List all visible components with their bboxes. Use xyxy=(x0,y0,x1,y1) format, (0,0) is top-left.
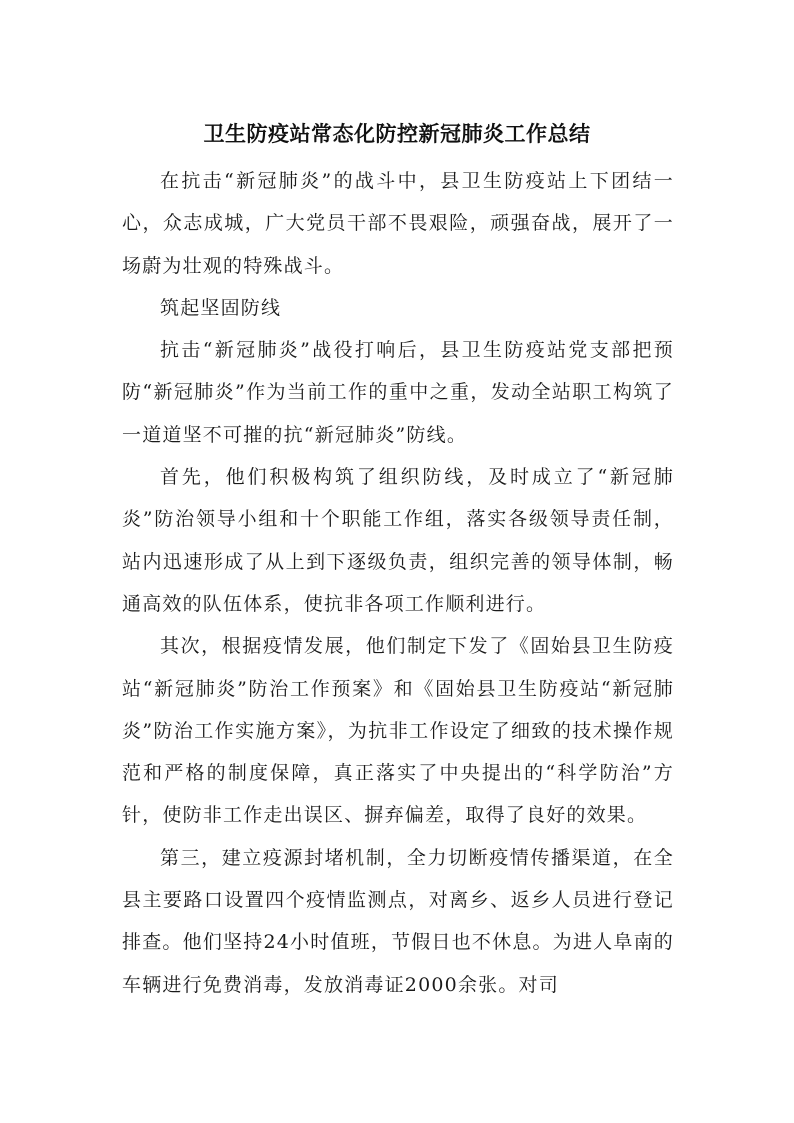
paragraph-first: 首先，他们积极构筑了组织防线，及时成立了“新冠肺炎”防治领导小组和十个职能工作组，落实各级领导责任制，站内迅速形成了从上到下逐级负责，组织完善的领导体制，畅通高效的队伍体系，使抗非各项工作顺利进行。 xyxy=(122,466,674,615)
paragraph-intro: 在抗击“新冠肺炎”的战斗中，县卫生防疫站上下团结一心，众志成城，广大党员干部不畏艰险，顽强奋战，展开了一场蔚为壮观的特殊战斗。 xyxy=(122,170,674,277)
paragraph-third: 第三，建立疫源封堵机制，全力切断疫情传播渠道，在全县主要路口设置四个疫情监测点，对离乡、返乡人员进行登记排查。他们坚持24小时值班，节假日也不休息。为进人阜南的车辆进行免费消毒，发放消毒证2000余张。对司 xyxy=(122,846,674,996)
paragraph-defense-line: 抗击“新冠肺炎”战役打响后，县卫生防疫站党支部把预防“新冠肺炎”作为当前工作的重中之重，发动全站职工构筑了一道道坚不可摧的抗“新冠肺炎”防线。 xyxy=(122,339,674,446)
section-heading: 筑起坚固防线 xyxy=(160,296,282,319)
paragraph-second: 其次，根据疫情发展，他们制定下发了《固始县卫生防疫站“新冠肺炎”防治工作预案》和《固始县卫生防疫站“新冠肺炎”防治工作实施方案》，为抗非工作设定了细致的技术操作规范和严格的制度保障，真正落实了中央提出的“科学防治”方针，使防非工作走出误区、摒弃偏差，取得了良好的效果。 xyxy=(122,635,674,827)
document-title: 卫生防疫站常态化防控新冠肺炎工作总结 xyxy=(203,122,591,146)
document-body xyxy=(122,160,674,1006)
